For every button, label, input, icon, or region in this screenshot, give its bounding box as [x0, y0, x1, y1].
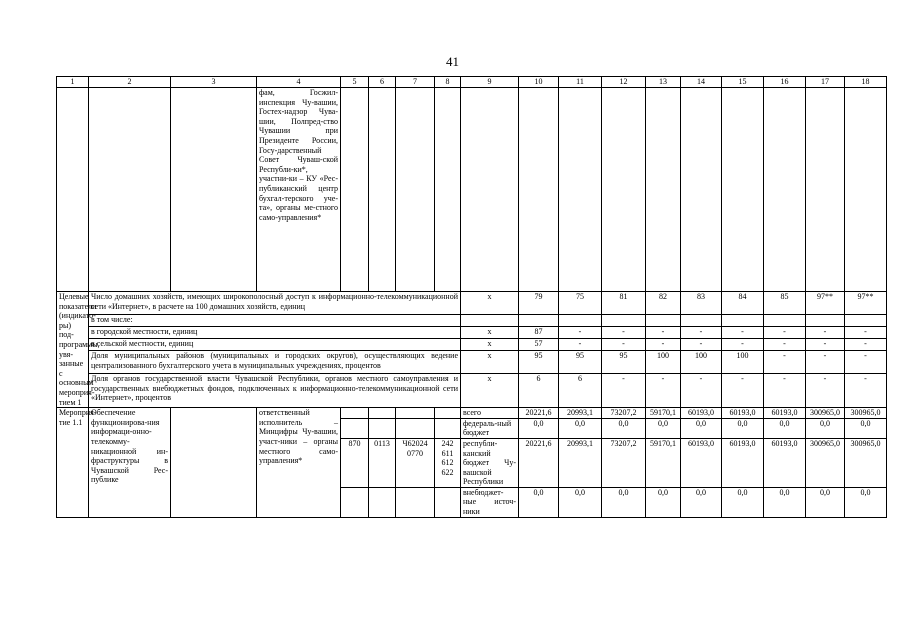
indicator-value: 82: [646, 292, 681, 315]
indicator-value: -: [845, 339, 887, 351]
indicator-value: -: [646, 374, 681, 408]
indicator-value: -: [722, 327, 764, 339]
indicator-value: [559, 314, 602, 326]
empty-cell: [602, 88, 646, 292]
column-number: 1: [57, 77, 89, 88]
funding-source: всего: [461, 408, 519, 419]
event-responsible: ответственный исполнитель – Минцифры Чу-вашии, участ-ники – органы местного само-управления*: [257, 408, 341, 518]
funding-source: федераль-ный бюджет: [461, 418, 519, 438]
column-number: 12: [602, 77, 646, 88]
indicator-value: 83: [681, 292, 722, 315]
funding-value: 20221,6: [519, 408, 559, 419]
indicator-value: 6: [519, 374, 559, 408]
column-number: 8: [435, 77, 461, 88]
column-number: 2: [89, 77, 171, 88]
header-number-row: [57, 77, 887, 88]
funding-value: 0,0: [559, 418, 602, 438]
indicator-unit: х: [461, 339, 519, 351]
indicator-row: [57, 327, 887, 339]
empty-cell: [764, 88, 806, 292]
indicators-label: Целевые показатели (индикато-ры) под-программы, увя-занные с основным мероприя-тием 1: [57, 292, 89, 408]
funding-value: 0,0: [681, 418, 722, 438]
funding-value: 0,0: [806, 418, 845, 438]
indicator-value: -: [681, 339, 722, 351]
empty-cell: [559, 88, 602, 292]
funding-value: 0,0: [764, 418, 806, 438]
indicator-value: -: [681, 374, 722, 408]
indicator-value: -: [646, 339, 681, 351]
indicator-row: [57, 374, 887, 408]
empty-cell: [722, 88, 764, 292]
indicator-value: [764, 314, 806, 326]
funding-value: 20993,1: [559, 438, 602, 487]
empty-cell: [461, 88, 519, 292]
indicator-unit: х: [461, 351, 519, 374]
indicator-text: Доля органов государственной власти Чувашской Республики, органов местного самоуправления и государственных внебюджетных фондов, подключенных к информационно-телекоммуникационной сети «Интернет», процентов: [89, 374, 461, 408]
indicator-value: -: [602, 327, 646, 339]
indicator-value: 84: [722, 292, 764, 315]
funding-value: 60193,0: [681, 438, 722, 487]
indicator-value: -: [764, 339, 806, 351]
funding-value: 0,0: [681, 487, 722, 517]
csr-code: Ч62024 0770: [396, 438, 435, 487]
indicator-value: -: [845, 374, 887, 408]
column-number: 15: [722, 77, 764, 88]
funding-value: 73207,2: [602, 408, 646, 419]
funding-value: 60193,0: [722, 408, 764, 419]
indicator-text: в городской местности, единиц: [89, 327, 461, 339]
funding-value: 20993,1: [559, 408, 602, 419]
indicator-value: -: [806, 327, 845, 339]
funding-value: 0,0: [764, 487, 806, 517]
funding-value: 300965,0: [806, 408, 845, 419]
indicator-value: -: [806, 351, 845, 374]
funding-value: 0,0: [722, 418, 764, 438]
empty-cell: [519, 88, 559, 292]
empty-cell: [396, 418, 435, 438]
empty-cell: [341, 487, 369, 517]
indicator-text: в сельской местности, единиц: [89, 339, 461, 351]
empty-cell: [435, 408, 461, 419]
indicator-value: [722, 314, 764, 326]
indicator-unit: х: [461, 327, 519, 339]
funding-value: 60193,0: [764, 408, 806, 419]
empty-cell: [435, 418, 461, 438]
column-number: 5: [341, 77, 369, 88]
funding-source: республи-канский бюджет Чу-вашской Республики: [461, 438, 519, 487]
empty-cell: [435, 487, 461, 517]
column-number: 13: [646, 77, 681, 88]
indicator-text: в том числе:: [89, 314, 461, 326]
empty-cell: [171, 408, 257, 518]
indicator-row: [57, 351, 887, 374]
page-number: 41: [446, 54, 459, 69]
empty-cell: [396, 88, 435, 292]
indicator-value: -: [602, 374, 646, 408]
funding-value: 0,0: [646, 418, 681, 438]
indicator-value: -: [681, 327, 722, 339]
empty-cell: [646, 88, 681, 292]
indicator-value: 75: [559, 292, 602, 315]
funding-value: 0,0: [602, 418, 646, 438]
column-number: 17: [806, 77, 845, 88]
indicator-value: -: [764, 351, 806, 374]
grbs-code: 870: [341, 438, 369, 487]
indicator-value: -: [845, 351, 887, 374]
funding-row: [57, 408, 887, 419]
program-table: [56, 76, 887, 518]
indicator-unit: х: [461, 292, 519, 315]
indicator-text: Доля муниципальных районов (муниципальных и городских округов), осуществляющих ведение централизованного бухгалтерского учета в муниципальных учреждениях, процентов: [89, 351, 461, 374]
empty-cell: [681, 88, 722, 292]
empty-cell: [341, 408, 369, 419]
funding-value: 20221,6: [519, 438, 559, 487]
indicator-value: 97**: [845, 292, 887, 315]
column-number: 16: [764, 77, 806, 88]
indicator-value: 100: [646, 351, 681, 374]
funding-value: 59170,1: [646, 438, 681, 487]
empty-cell: [396, 487, 435, 517]
participants-cell: фам, Госжил-инспекция Чу-вашии, Гостех-надзор Чува-шии, Полпред-ство Чувашии при Президенте России, Госу-дарственный Совет Чуваш-ской Республи-ки*, участни-ки – КУ «Рес-публиканский центр бухгал-терского уче-та», органы ме-стного само-управления*: [257, 88, 341, 292]
empty-cell: [369, 408, 396, 419]
empty-cell: [369, 418, 396, 438]
indicator-value: -: [602, 339, 646, 351]
empty-cell: [845, 88, 887, 292]
indicator-value: [602, 314, 646, 326]
indicator-text: Число домашних хозяйств, имеющих широкополосный доступ к информационно-телекоммуникационной сети «Интернет», в расчете на 100 домашних хозяйств, единиц: [89, 292, 461, 315]
indicator-value: 95: [519, 351, 559, 374]
indicator-value: [646, 314, 681, 326]
empty-cell: [57, 88, 89, 292]
empty-cell: [89, 88, 171, 292]
empty-cell: [369, 487, 396, 517]
funding-source: внебюджет-ные источ-ники: [461, 487, 519, 517]
funding-value: 0,0: [519, 487, 559, 517]
indicator-value: -: [722, 374, 764, 408]
funding-value: 59170,1: [646, 408, 681, 419]
column-number: 9: [461, 77, 519, 88]
indicator-value: -: [722, 339, 764, 351]
column-number: 3: [171, 77, 257, 88]
indicator-value: [806, 314, 845, 326]
column-number: 7: [396, 77, 435, 88]
column-number: 18: [845, 77, 887, 88]
indicator-value: [681, 314, 722, 326]
indicator-value: [519, 314, 559, 326]
funding-value: 300965,0: [806, 438, 845, 487]
indicator-value: 85: [764, 292, 806, 315]
event-name: Обеспечение функционирова-ния информаци-онно-телекомму-никационной ин-фраструктуры в Чувашской Рес-публике: [89, 408, 171, 518]
funding-value: 0,0: [845, 487, 887, 517]
indicator-row: [57, 314, 887, 326]
indicator-value: -: [764, 374, 806, 408]
funding-value: 0,0: [602, 487, 646, 517]
event-code: Мероприя-тие 1.1: [57, 408, 89, 518]
indicator-value: 97**: [806, 292, 845, 315]
vr-codes: 242 611 612 622: [435, 438, 461, 487]
funding-value: 73207,2: [602, 438, 646, 487]
funding-value: 60193,0: [722, 438, 764, 487]
indicator-value: [845, 314, 887, 326]
rzpr-code: 0113: [369, 438, 396, 487]
continued-row: [57, 88, 887, 292]
column-number: 14: [681, 77, 722, 88]
indicator-value: 81: [602, 292, 646, 315]
indicator-row: [57, 339, 887, 351]
indicator-value: -: [559, 339, 602, 351]
empty-cell: [396, 408, 435, 419]
funding-value: 0,0: [845, 418, 887, 438]
column-number: 4: [257, 77, 341, 88]
indicator-value: -: [806, 339, 845, 351]
funding-value: 0,0: [646, 487, 681, 517]
indicator-value: 100: [722, 351, 764, 374]
funding-value: 60193,0: [764, 438, 806, 487]
funding-value: 300965,0: [845, 438, 887, 487]
empty-cell: [806, 88, 845, 292]
funding-value: 0,0: [559, 487, 602, 517]
indicator-value: 95: [559, 351, 602, 374]
empty-cell: [435, 88, 461, 292]
funding-value: 60193,0: [681, 408, 722, 419]
column-number: 10: [519, 77, 559, 88]
indicator-value: 57: [519, 339, 559, 351]
indicator-value: -: [806, 374, 845, 408]
empty-cell: [171, 88, 257, 292]
indicator-value: 95: [602, 351, 646, 374]
indicator-value: -: [559, 327, 602, 339]
indicator-unit: х: [461, 374, 519, 408]
funding-value: 300965,0: [845, 408, 887, 419]
indicator-value: 6: [559, 374, 602, 408]
empty-cell: [341, 418, 369, 438]
indicator-value: 79: [519, 292, 559, 315]
funding-value: 0,0: [722, 487, 764, 517]
indicator-value: 87: [519, 327, 559, 339]
empty-cell: [369, 88, 396, 292]
indicator-row: [57, 292, 887, 315]
indicator-value: 100: [681, 351, 722, 374]
empty-cell: [341, 88, 369, 292]
funding-value: 0,0: [806, 487, 845, 517]
funding-value: 0,0: [519, 418, 559, 438]
indicator-unit: [461, 314, 519, 326]
indicator-value: -: [646, 327, 681, 339]
column-number: 11: [559, 77, 602, 88]
indicator-value: -: [845, 327, 887, 339]
indicator-value: -: [764, 327, 806, 339]
column-number: 6: [369, 77, 396, 88]
